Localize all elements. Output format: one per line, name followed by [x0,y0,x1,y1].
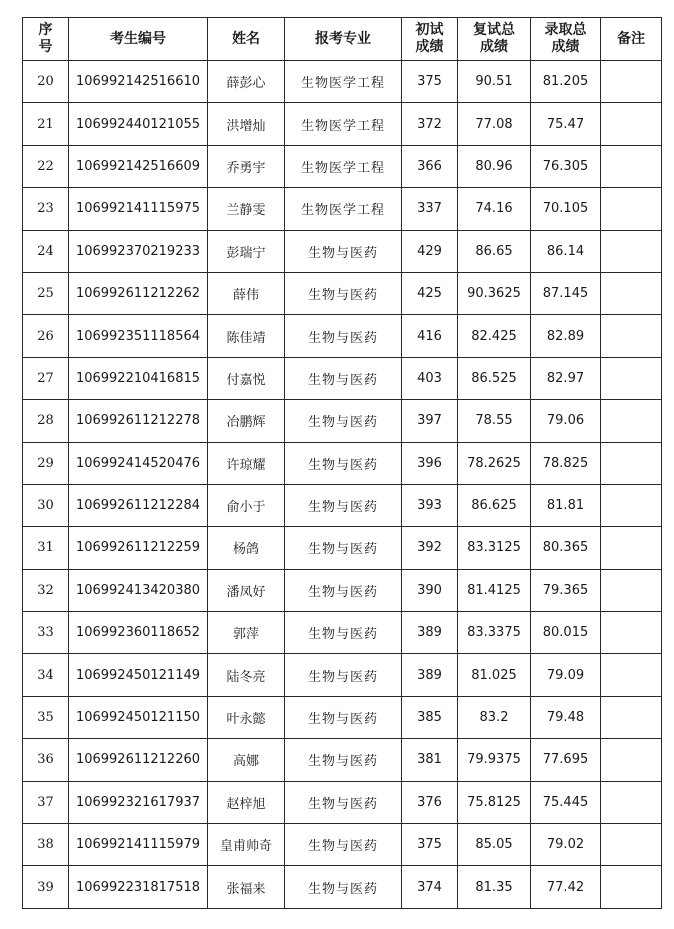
cell-name: 洪增灿 [208,103,285,145]
cell-retest-score: 83.3125 [458,527,531,569]
cell-admit-score: 82.89 [531,315,601,357]
cell-admit-score: 79.48 [531,696,601,738]
cell-note [601,400,662,442]
table-row [23,400,662,442]
cell-retest-score: 80.96 [458,145,531,187]
cell-seq: 23 [23,188,69,230]
cell-admit-score: 81.81 [531,484,601,526]
cell-retest-score: 90.3625 [458,272,531,314]
table-row [23,527,662,569]
cell-prelim-score: 381 [402,739,458,781]
cell-seq: 27 [23,357,69,399]
cell-name: 许琼耀 [208,442,285,484]
cell-major: 生物医学工程 [285,103,402,145]
cell-seq: 20 [23,61,69,103]
cell-note [601,484,662,526]
cell-seq: 31 [23,527,69,569]
cell-exam-id: 106992142516609 [69,145,208,187]
cell-exam-id: 106992141115979 [69,824,208,866]
cell-retest-score: 86.625 [458,484,531,526]
cell-name: 冶鹏辉 [208,400,285,442]
cell-exam-id: 106992611212284 [69,484,208,526]
cell-name: 郭萍 [208,612,285,654]
cell-name: 杨鸽 [208,527,285,569]
cell-note [601,824,662,866]
cell-note [601,272,662,314]
table-row [23,612,662,654]
cell-admit-score: 77.42 [531,866,601,908]
cell-exam-id: 106992414520476 [69,442,208,484]
cell-name: 张福来 [208,866,285,908]
table-row [23,272,662,314]
cell-note [601,103,662,145]
cell-major: 生物与医药 [285,569,402,611]
cell-seq: 37 [23,781,69,823]
cell-seq: 36 [23,739,69,781]
cell-retest-score: 86.525 [458,357,531,399]
cell-prelim-score: 393 [402,484,458,526]
cell-admit-score: 80.015 [531,612,601,654]
cell-exam-id: 106992440121055 [69,103,208,145]
cell-major: 生物与医药 [285,315,402,357]
table-row [23,442,662,484]
cell-exam-id: 106992142516610 [69,61,208,103]
cell-name: 俞小于 [208,484,285,526]
cell-admit-score: 75.445 [531,781,601,823]
table-row [23,357,662,399]
header-exam-id: 考生编号 [69,18,208,61]
cell-admit-score: 79.02 [531,824,601,866]
cell-name: 薛彭心 [208,61,285,103]
cell-prelim-score: 425 [402,272,458,314]
cell-retest-score: 86.65 [458,230,531,272]
cell-name: 叶永懿 [208,696,285,738]
cell-exam-id: 106992370219233 [69,230,208,272]
cell-note [601,527,662,569]
cell-exam-id: 106992611212262 [69,272,208,314]
cell-exam-id: 106992231817518 [69,866,208,908]
cell-retest-score: 77.08 [458,103,531,145]
cell-prelim-score: 376 [402,781,458,823]
cell-major: 生物医学工程 [285,188,402,230]
header-note: 备注 [601,18,662,61]
cell-prelim-score: 385 [402,696,458,738]
cell-retest-score: 90.51 [458,61,531,103]
cell-exam-id: 106992413420380 [69,569,208,611]
cell-name: 彭瑞宁 [208,230,285,272]
cell-major: 生物医学工程 [285,145,402,187]
cell-seq: 32 [23,569,69,611]
cell-seq: 30 [23,484,69,526]
cell-admit-score: 77.695 [531,739,601,781]
cell-note [601,654,662,696]
table-row [23,230,662,272]
cell-major: 生物与医药 [285,484,402,526]
cell-seq: 33 [23,612,69,654]
cell-note [601,442,662,484]
cell-retest-score: 75.8125 [458,781,531,823]
cell-admit-score: 82.97 [531,357,601,399]
cell-major: 生物与医药 [285,696,402,738]
cell-name: 陈佳靖 [208,315,285,357]
cell-note [601,569,662,611]
cell-admit-score: 75.47 [531,103,601,145]
table-row [23,188,662,230]
cell-major: 生物与医药 [285,527,402,569]
cell-name: 高娜 [208,739,285,781]
cell-name: 乔勇宇 [208,145,285,187]
cell-major: 生物与医药 [285,230,402,272]
cell-exam-id: 106992450121149 [69,654,208,696]
cell-exam-id: 106992611212259 [69,527,208,569]
cell-admit-score: 79.06 [531,400,601,442]
cell-retest-score: 83.2 [458,696,531,738]
cell-prelim-score: 392 [402,527,458,569]
cell-admit-score: 78.825 [531,442,601,484]
cell-retest-score: 79.9375 [458,739,531,781]
cell-retest-score: 81.025 [458,654,531,696]
cell-admit-score: 79.09 [531,654,601,696]
cell-major: 生物与医药 [285,357,402,399]
cell-retest-score: 82.425 [458,315,531,357]
table-row [23,824,662,866]
header-retest-score: 复试总成绩 [458,18,531,61]
cell-note [601,612,662,654]
cell-exam-id: 106992450121150 [69,696,208,738]
header-name: 姓名 [208,18,285,61]
cell-prelim-score: 374 [402,866,458,908]
cell-note [601,739,662,781]
cell-prelim-score: 396 [402,442,458,484]
cell-exam-id: 106992141115975 [69,188,208,230]
table-row [23,781,662,823]
table-row [23,569,662,611]
cell-retest-score: 78.55 [458,400,531,442]
cell-prelim-score: 375 [402,61,458,103]
cell-seq: 24 [23,230,69,272]
table-row [23,654,662,696]
cell-admit-score: 70.105 [531,188,601,230]
cell-seq: 29 [23,442,69,484]
cell-seq: 34 [23,654,69,696]
header-prelim-score: 初试成绩 [402,18,458,61]
cell-major: 生物与医药 [285,272,402,314]
cell-seq: 28 [23,400,69,442]
cell-prelim-score: 372 [402,103,458,145]
cell-name: 赵梓旭 [208,781,285,823]
cell-note [601,145,662,187]
table-row [23,866,662,908]
cell-prelim-score: 337 [402,188,458,230]
cell-admit-score: 81.205 [531,61,601,103]
cell-admit-score: 79.365 [531,569,601,611]
cell-major: 生物医学工程 [285,61,402,103]
cell-note [601,315,662,357]
cell-note [601,696,662,738]
cell-prelim-score: 366 [402,145,458,187]
cell-note [601,866,662,908]
cell-major: 生物与医药 [285,824,402,866]
cell-prelim-score: 375 [402,824,458,866]
cell-seq: 38 [23,824,69,866]
table-row [23,145,662,187]
cell-exam-id: 106992611212278 [69,400,208,442]
cell-seq: 21 [23,103,69,145]
cell-name: 皇甫帅奇 [208,824,285,866]
cell-major: 生物与医药 [285,400,402,442]
cell-admit-score: 86.14 [531,230,601,272]
cell-admit-score: 80.365 [531,527,601,569]
cell-retest-score: 74.16 [458,188,531,230]
cell-major: 生物与医药 [285,612,402,654]
cell-admit-score: 87.145 [531,272,601,314]
cell-note [601,357,662,399]
admission-results-table [22,17,662,909]
cell-major: 生物与医药 [285,866,402,908]
cell-prelim-score: 389 [402,654,458,696]
cell-name: 潘凤好 [208,569,285,611]
table-row [23,484,662,526]
table-row [23,103,662,145]
cell-retest-score: 78.2625 [458,442,531,484]
cell-major: 生物与医药 [285,781,402,823]
table-header-row [23,18,662,61]
header-seq: 序号 [23,18,69,61]
cell-note [601,230,662,272]
cell-retest-score: 85.05 [458,824,531,866]
cell-name: 陆冬亮 [208,654,285,696]
cell-exam-id: 106992210416815 [69,357,208,399]
cell-exam-id: 106992611212260 [69,739,208,781]
cell-exam-id: 106992351118564 [69,315,208,357]
table-row [23,739,662,781]
cell-name: 付嘉悦 [208,357,285,399]
cell-major: 生物与医药 [285,442,402,484]
cell-note [601,781,662,823]
cell-prelim-score: 429 [402,230,458,272]
cell-retest-score: 81.35 [458,866,531,908]
table-row [23,696,662,738]
cell-prelim-score: 403 [402,357,458,399]
header-admit-score: 录取总成绩 [531,18,601,61]
cell-prelim-score: 390 [402,569,458,611]
cell-seq: 25 [23,272,69,314]
cell-seq: 22 [23,145,69,187]
cell-name: 薛伟 [208,272,285,314]
cell-prelim-score: 416 [402,315,458,357]
cell-retest-score: 83.3375 [458,612,531,654]
cell-seq: 35 [23,696,69,738]
table-row [23,61,662,103]
cell-seq: 26 [23,315,69,357]
cell-admit-score: 76.305 [531,145,601,187]
cell-name: 兰静雯 [208,188,285,230]
cell-exam-id: 106992321617937 [69,781,208,823]
cell-note [601,188,662,230]
cell-exam-id: 106992360118652 [69,612,208,654]
cell-note [601,61,662,103]
cell-prelim-score: 389 [402,612,458,654]
cell-major: 生物与医药 [285,739,402,781]
table-row [23,315,662,357]
cell-retest-score: 81.4125 [458,569,531,611]
cell-seq: 39 [23,866,69,908]
header-major: 报考专业 [285,18,402,61]
cell-prelim-score: 397 [402,400,458,442]
cell-major: 生物与医药 [285,654,402,696]
